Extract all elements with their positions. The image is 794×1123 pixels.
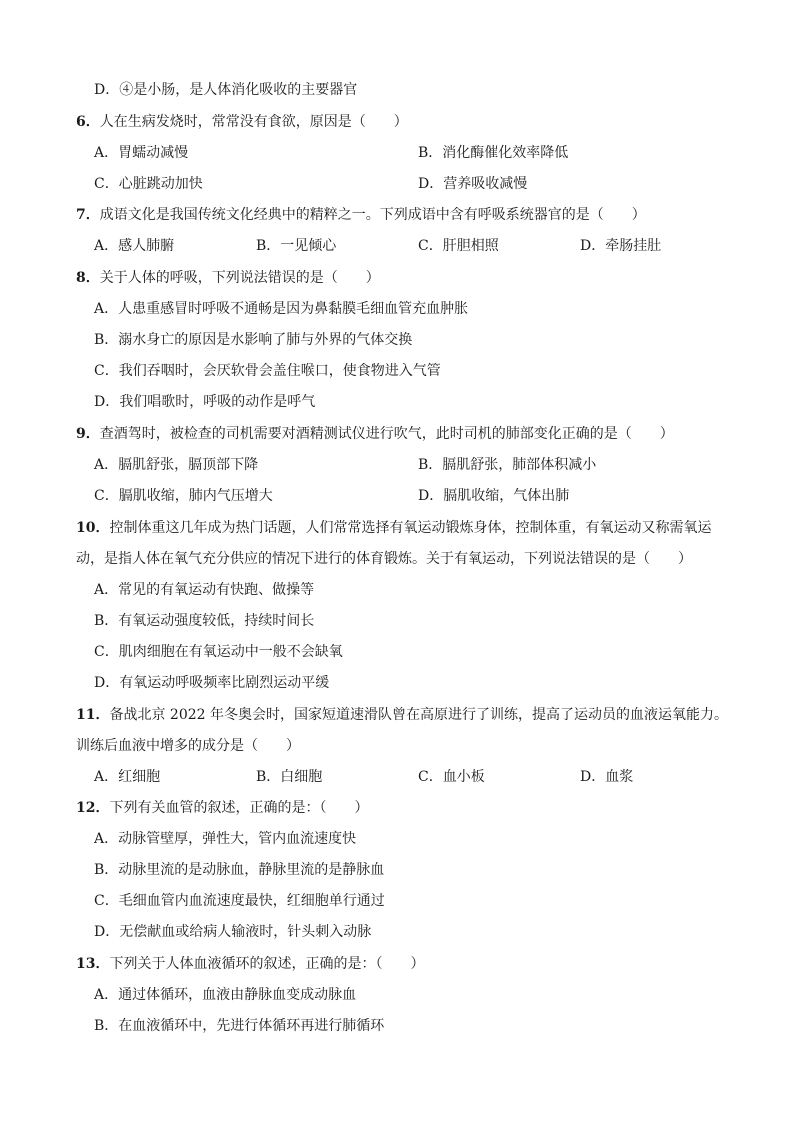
q8-option-d: D．我们唱歌时，呼吸的动作是呼气: [94, 394, 316, 410]
q9-option-c: C．膈肌收缩，肺内气压增大: [94, 488, 273, 504]
q9-option-a: A．膈肌舒张，膈顶部下降: [94, 457, 259, 473]
question-stem: 关于人体的呼吸，下列说法错误的是（ ）: [99, 270, 380, 286]
q10-option-c: C．肌肉细胞在有氧运动中一般不会缺氧: [94, 644, 343, 660]
q9-option-b: B．膈肌舒张，肺部体积减小: [418, 457, 597, 473]
question-number: 6．: [76, 114, 100, 130]
question-number: 10．: [76, 520, 110, 536]
question-stem: 下列关于人体血液循环的叙述，正确的是：（ ）: [109, 956, 425, 972]
q13-option-a: A．通过体循环，血液由静脉血变成动脉血: [94, 987, 357, 1003]
question-stem: 查酒驾时，被检查的司机需要对酒精测试仪进行吹气，此时司机的肺部变化正确的是（ ）: [99, 426, 674, 442]
question-9: [76, 424, 674, 444]
question-7: [76, 205, 646, 225]
question-stem: 下列有关血管的叙述，正确的是：（ ）: [109, 800, 369, 816]
q6-option-c: C．心脏跳动加快: [94, 176, 203, 192]
q13-option-b: B．在血液循环中，先进行体循环再进行肺循环: [94, 1018, 385, 1034]
question-stem-line-1: 控制体重这几年成为热门话题，人们常常选择有氧运动锻炼身体，控制体重，有氧运动又称需氧运: [109, 520, 712, 536]
q10-option-b: B．有氧运动强度较低，持续时间长: [94, 613, 315, 629]
question-stem-line-2: 动，是指人体在氧气充分供应的情况下进行的体育锻炼。关于有氧运动，下列说法错误的是（ ）: [76, 551, 692, 567]
q10-option-d: D．有氧运动呼吸频率比剧烈运动平缓: [94, 675, 330, 691]
question-number: 11．: [76, 707, 110, 723]
q12-option-b: B．动脉里流的是动脉血，静脉里流的是静脉血: [94, 862, 385, 878]
q11-option-b: B．白细胞: [256, 769, 323, 785]
q12-option-d: D．无偿献血或给病人输液时，针头刺入动脉: [94, 924, 372, 940]
question-number: 7．: [76, 207, 100, 223]
q8-option-b: B．溺水身亡的原因是水影响了肺与外界的气体交换: [94, 332, 413, 348]
question-stem: 人在生病发烧时，常常没有食欲，原因是（ ）: [99, 114, 408, 130]
q11-option-d: D．血浆: [580, 769, 634, 785]
q12-option-a: A．动脉管壁厚，弹性大，管内血流速度快: [94, 831, 357, 847]
q11-option-a: A．红细胞: [94, 769, 161, 785]
q8-option-c: C．我们吞咽时，会厌软骨会盖住喉口，使食物进入气管: [94, 363, 441, 379]
question-stem-line-2: 训练后血液中增多的成分是（ ）: [76, 738, 300, 754]
question-number: 9．: [76, 426, 100, 442]
question-12: [76, 798, 368, 818]
q6-option-d: D．营养吸收减慢: [418, 176, 528, 192]
question-number: 12．: [76, 800, 110, 816]
question-number: 8．: [76, 270, 100, 286]
question-number: 13．: [76, 956, 110, 972]
q9-option-d: D．膈肌收缩，气体出肺: [418, 488, 570, 504]
question-stem: 成语文化是我国传统文化经典中的精粹之一。下列成语中含有呼吸系统器官的是（ ）: [99, 207, 646, 223]
question-8: [76, 268, 380, 288]
q8-option-a: A．人患重感冒时呼吸不通畅是因为鼻黏膜毛细血管充血肿胀: [94, 301, 469, 317]
question-stem-line-1: 备战北京 2022 年冬奥会时，国家短道速滑队曾在高原进行了训练，提高了运动员的血液运氧能力。: [109, 707, 729, 723]
q10-option-a: A．常见的有氧运动有快跑、做操等: [94, 582, 315, 598]
q5-option-d: D．④是小肠，是人体消化吸收的主要器官: [94, 82, 358, 98]
q12-option-c: C．毛细血管内血流速度最快，红细胞单行通过: [94, 893, 385, 909]
question-6: [76, 112, 408, 132]
q7-option-a: A．感人肺腑: [94, 238, 175, 254]
q11-option-c: C．血小板: [418, 769, 485, 785]
question-11: [76, 705, 728, 725]
q7-option-d: D．牵肠挂肚: [580, 238, 662, 254]
q7-option-c: C．肝胆相照: [418, 238, 499, 254]
question-13: [76, 954, 424, 974]
q7-option-b: B．一见倾心: [256, 238, 337, 254]
q6-option-b: B．消化酶催化效率降低: [418, 145, 569, 161]
q6-option-a: A．胃蠕动减慢: [94, 145, 189, 161]
question-10: [76, 518, 711, 538]
